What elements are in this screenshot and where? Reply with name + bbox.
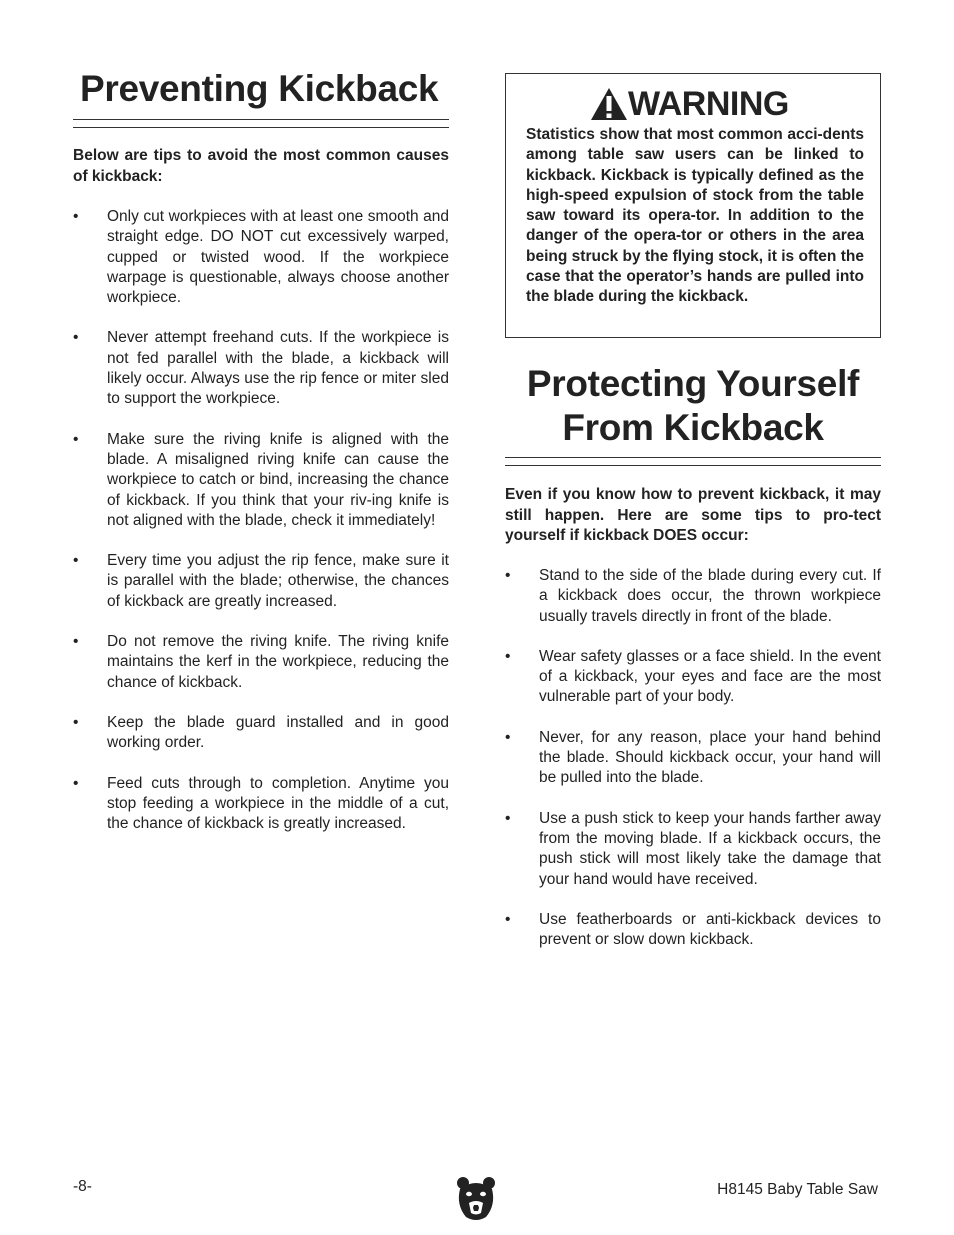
title-divider [73, 119, 449, 128]
list-item: • Only cut workpieces with at least one smooth and straight edge. DO NOT cut excessively warped, cupped or twisted wood. If the workpiece warpage is questionable, always choose another workpiece. [73, 208, 449, 307]
list-item: • Feed cuts through to completion. Anytime you stop feeding a workpiece in the middle of a cut, the chance of kickback is greatly increased. [73, 774, 449, 833]
bullet-icon: • [505, 728, 511, 746]
section-title-preventing-kickback: Preventing Kickback [80, 68, 439, 109]
list-item: • Make sure the riving knife is aligned with the blade. A misaligned riving knife can cause the workpiece to catch or bind, increasing the chance of kickback. If you think that your riv-ing knife is not aligned with the blade, check it immediately! [73, 430, 449, 529]
bullet-icon: • [73, 713, 79, 731]
left-bullet-list [73, 207, 449, 854]
bullet-icon: • [73, 552, 79, 570]
list-item: • Keep the blade guard installed and in good working order. [73, 713, 449, 752]
warning-header [590, 84, 789, 124]
bullet-icon: • [73, 208, 79, 225]
bullet-icon: • [505, 809, 511, 827]
list-item: • Use a push stick to keep your hands farther away from the moving blade. If a kickback occurs, the push stick will most likely take the damage that your hand would have received. [505, 809, 881, 888]
bullet-icon: • [73, 633, 79, 651]
list-item: • Use featherboards or anti-kickback devices to prevent or slow down kickback. [505, 910, 881, 949]
list-item: • Every time you adjust the rip fence, make sure it is parallel with the blade; otherwise, the chances of kickback are greatly increased. [73, 552, 449, 610]
list-item: • Wear safety glasses or a face shield. In the event of a kickback, your eyes and face are the most vulnerable part of your body. [505, 647, 881, 706]
warning-text: Statistics show that most common acci-dents among table saw users can be linked to kickback. Kickback is typically defined as the high-speed expulsion of stock from the table saw toward its opera-tor. In addition to the danger of the opera-tor or others in the area being struck by the flying stock, it is often the case that the operator’s hands are pulled into the blade during the kickback. [526, 126, 864, 306]
list-item: • Do not remove the riving knife. The riving knife maintains the kerf in the workpiece, reducing the chance of kickback. [73, 633, 449, 691]
bullet-icon: • [505, 910, 511, 928]
warning-triangle-icon [590, 87, 628, 121]
bullet-icon: • [505, 647, 511, 665]
list-item: • Stand to the side of the blade during every cut. If a kickback does occur, the thrown workpiece usually travels directly in front of the blade. [505, 567, 881, 625]
model-name: H8145 Baby Table Saw [717, 1181, 878, 1198]
bullet-icon: • [73, 774, 79, 792]
bullet-icon: • [73, 329, 79, 347]
list-item: • Never attempt freehand cuts. If the workpiece is not fed parallel with the blade, a kickback will likely occur. Always use the rip fence or miter sled to support the workpiece. [73, 329, 449, 408]
bullet-icon: • [73, 430, 79, 448]
bullet-icon: • [505, 567, 511, 584]
right-intro: Even if you know how to prevent kickback, it may still happen. Here are some tips to pro-tect yourself if kickback DOES occur: [505, 486, 881, 544]
warning-box [505, 73, 881, 338]
title-divider [505, 457, 881, 466]
bear-head-logo [456, 1175, 496, 1223]
list-item: • Never, for any reason, place your hand behind the blade. Should kickback occur, your hand will be pulled into the blade. [505, 728, 881, 787]
left-intro: Below are tips to avoid the most common causes of kickback: [73, 147, 449, 185]
section-title-protecting-yourself: Protecting Yourself From Kickback [526, 363, 860, 448]
page-number: -8- [73, 1178, 92, 1195]
right-bullet-list [505, 566, 881, 970]
warning-label: WARNING [628, 85, 789, 123]
